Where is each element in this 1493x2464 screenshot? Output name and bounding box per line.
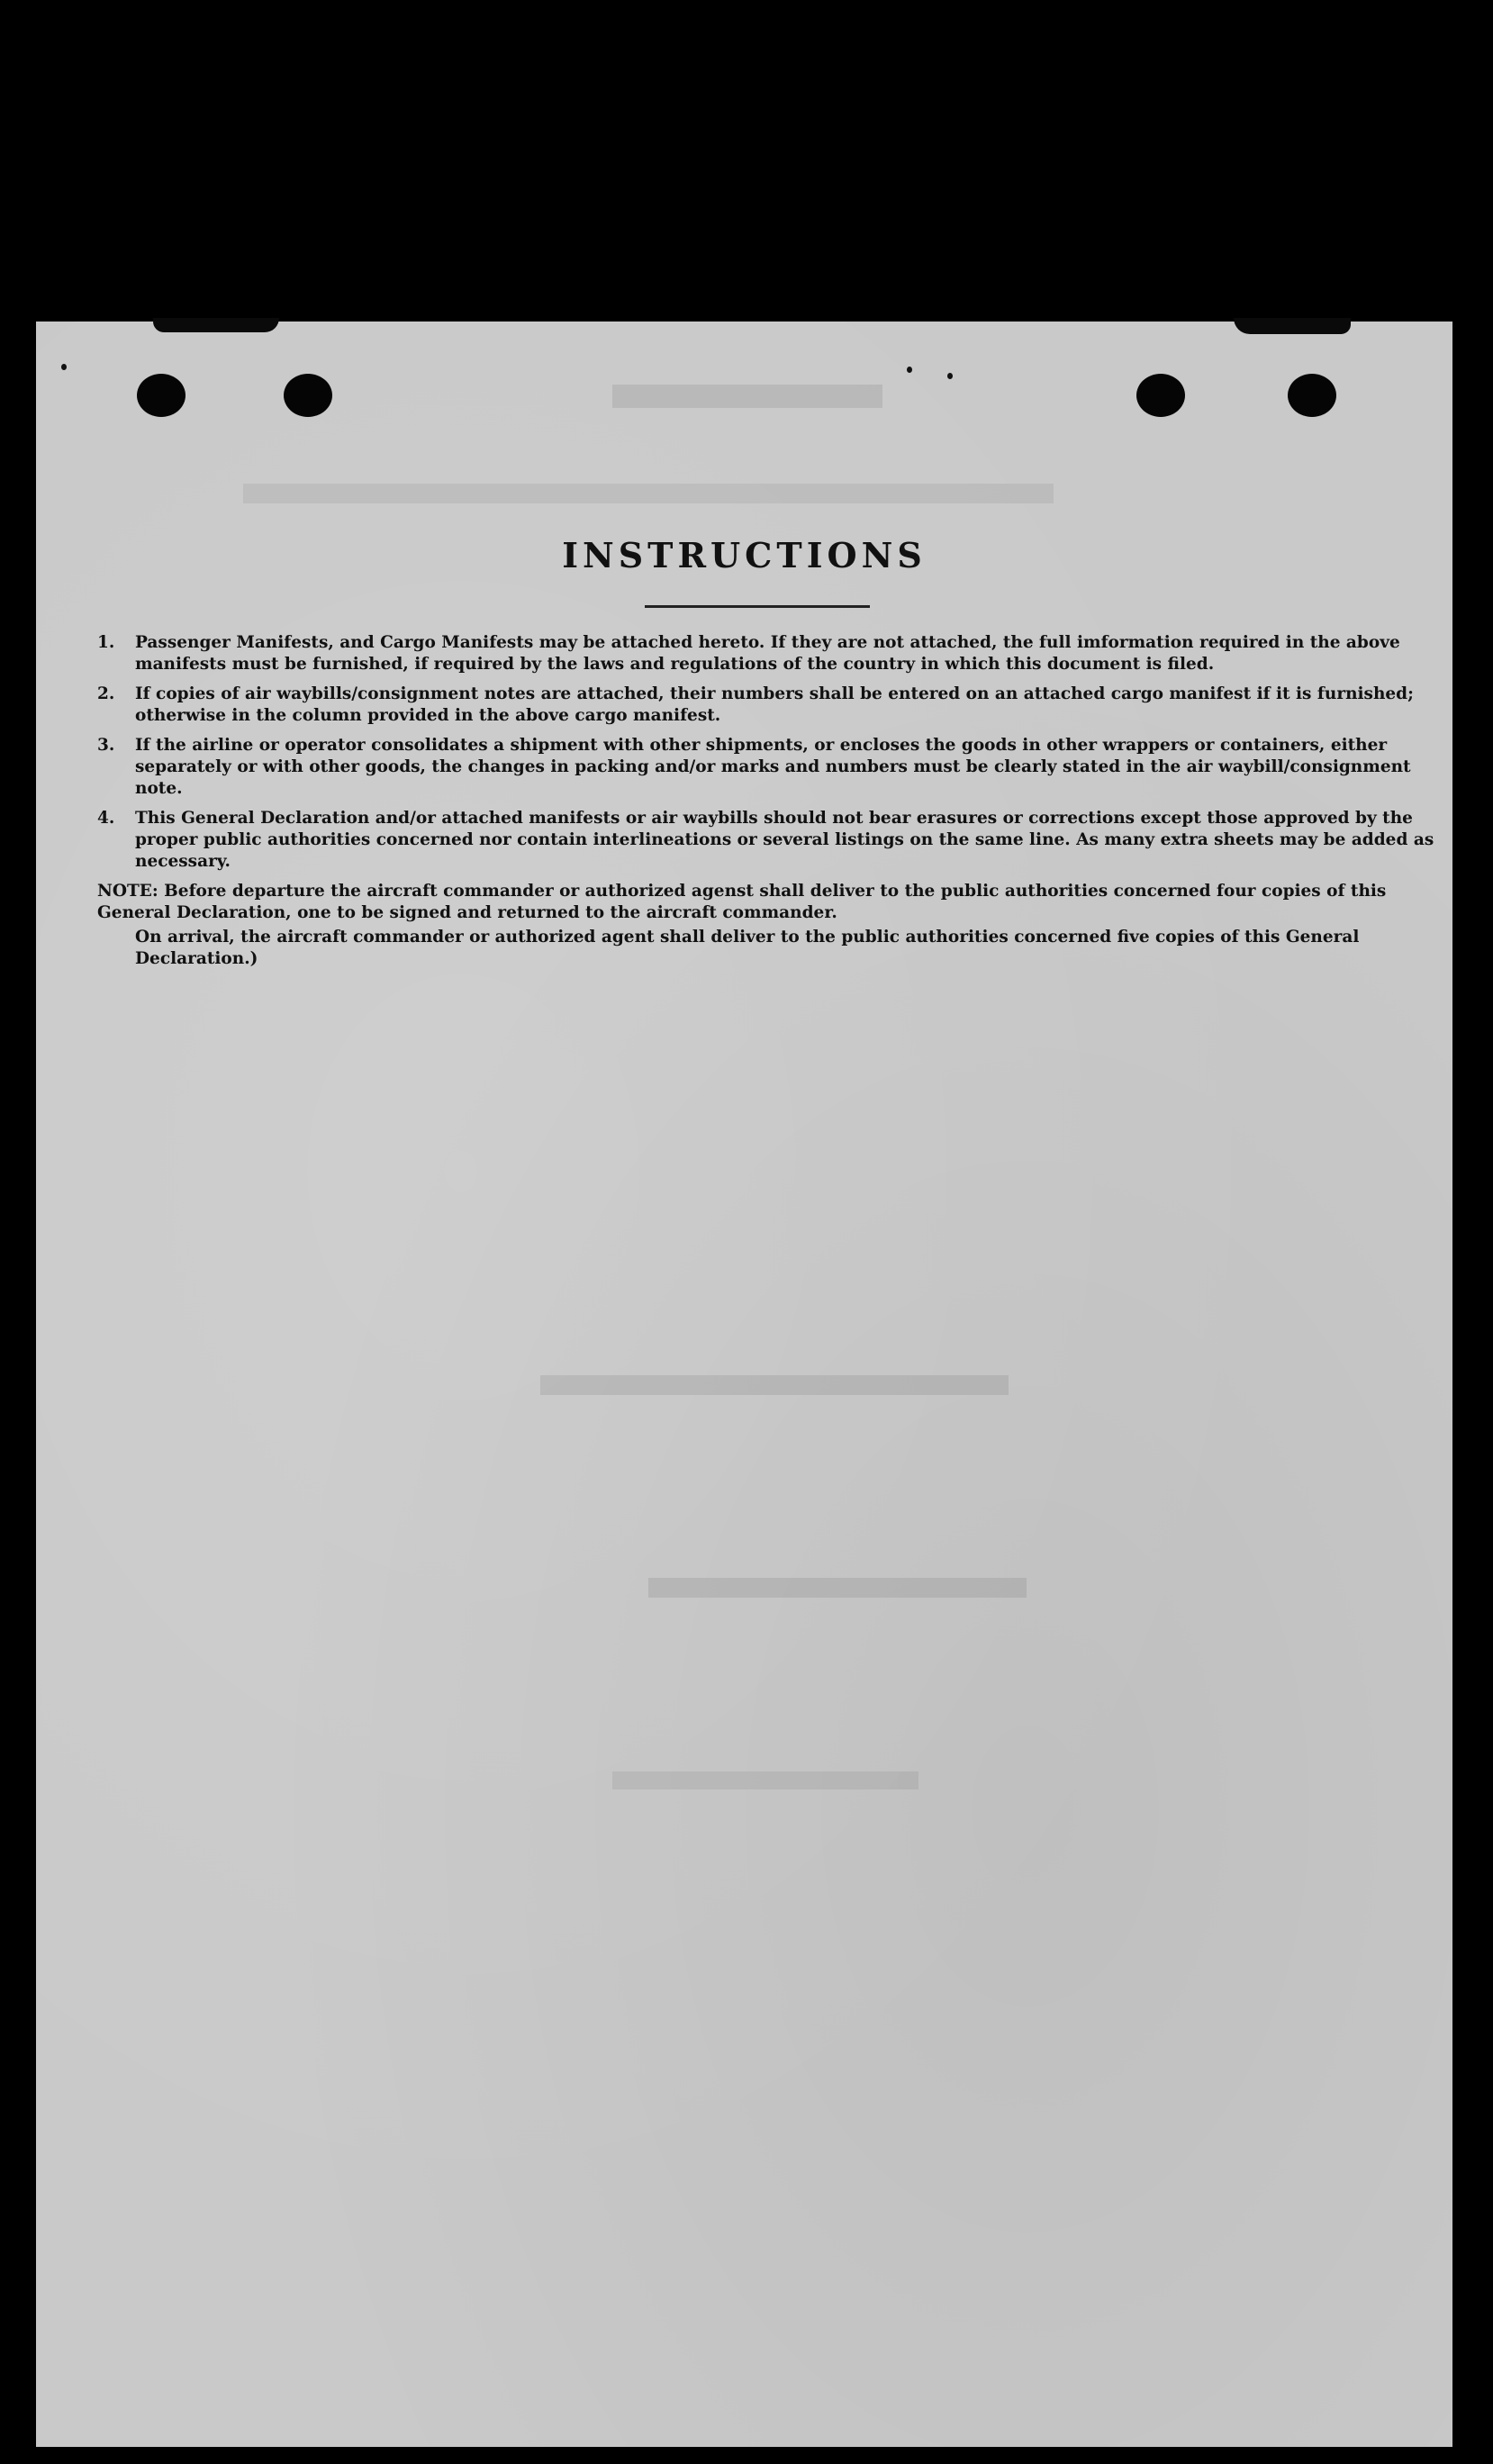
show-through-mark <box>243 484 1054 503</box>
paper-tear-left <box>153 318 279 332</box>
punch-hole <box>284 374 332 417</box>
note-departure: NOTE: Before departure the aircraft commander or authorized agenst shall deliver to the public authorities concerned four copies of this General Declaration, one to be signed and returned to the aircraft commander. <box>97 882 1387 922</box>
punch-hole <box>1136 374 1185 417</box>
note-block <box>97 881 1452 970</box>
paper-tear-right <box>1234 318 1351 334</box>
instruction-text: If the airline or operator consolidates a shipment with other shipments, or encloses the goods in other wrappers or containers, either separately or with other goods, the changes in packing and/or marks and numbers must be clearly stated in the air waybill/consignment note. <box>135 736 1411 798</box>
ink-speck <box>907 367 912 373</box>
punch-hole <box>137 374 185 417</box>
instruction-item <box>97 735 1452 800</box>
instruction-number: 2. <box>97 684 115 703</box>
instruction-number: 1. <box>97 633 115 652</box>
show-through-mark <box>612 1771 918 1789</box>
instruction-text: If copies of air waybills/consignment notes are attached, their numbers shall be entered on an attached cargo manifest if it is furnished; otherwise in the column provided in the above cargo manifest. <box>135 684 1414 725</box>
punch-hole <box>1288 374 1336 417</box>
show-through-mark <box>648 1578 1027 1598</box>
show-through-mark <box>612 385 882 408</box>
instruction-number: 4. <box>97 809 115 828</box>
instruction-item <box>97 808 1452 873</box>
instruction-item <box>97 684 1452 727</box>
instruction-item <box>97 632 1452 675</box>
instructions-list <box>97 632 1452 973</box>
instruction-text: Passenger Manifests, and Cargo Manifests may be attached hereto. If they are not attached, the full imformation required in the above manifests must be furnished, if required by the laws and regulations of the country in which this document is filed. <box>135 633 1400 674</box>
instruction-text: This General Declaration and/or attached manifests or air waybills should not bear erasures or corrections except those approved by the proper public authorities concerned nor contain interlineations or several listings on the same line. As many extra sheets may be added as necessary. <box>135 809 1434 871</box>
page-title: INSTRUCTIONS <box>562 535 927 575</box>
ink-speck <box>947 373 953 379</box>
show-through-mark <box>540 1375 1009 1395</box>
note-arrival: On arrival, the aircraft commander or authorized agent shall deliver to the public authorities concerned five copies of this General Declaration.) <box>135 928 1360 968</box>
ink-speck <box>61 364 67 370</box>
document-page <box>36 322 1452 2447</box>
title-underline <box>645 605 870 608</box>
instruction-number: 3. <box>97 736 115 755</box>
